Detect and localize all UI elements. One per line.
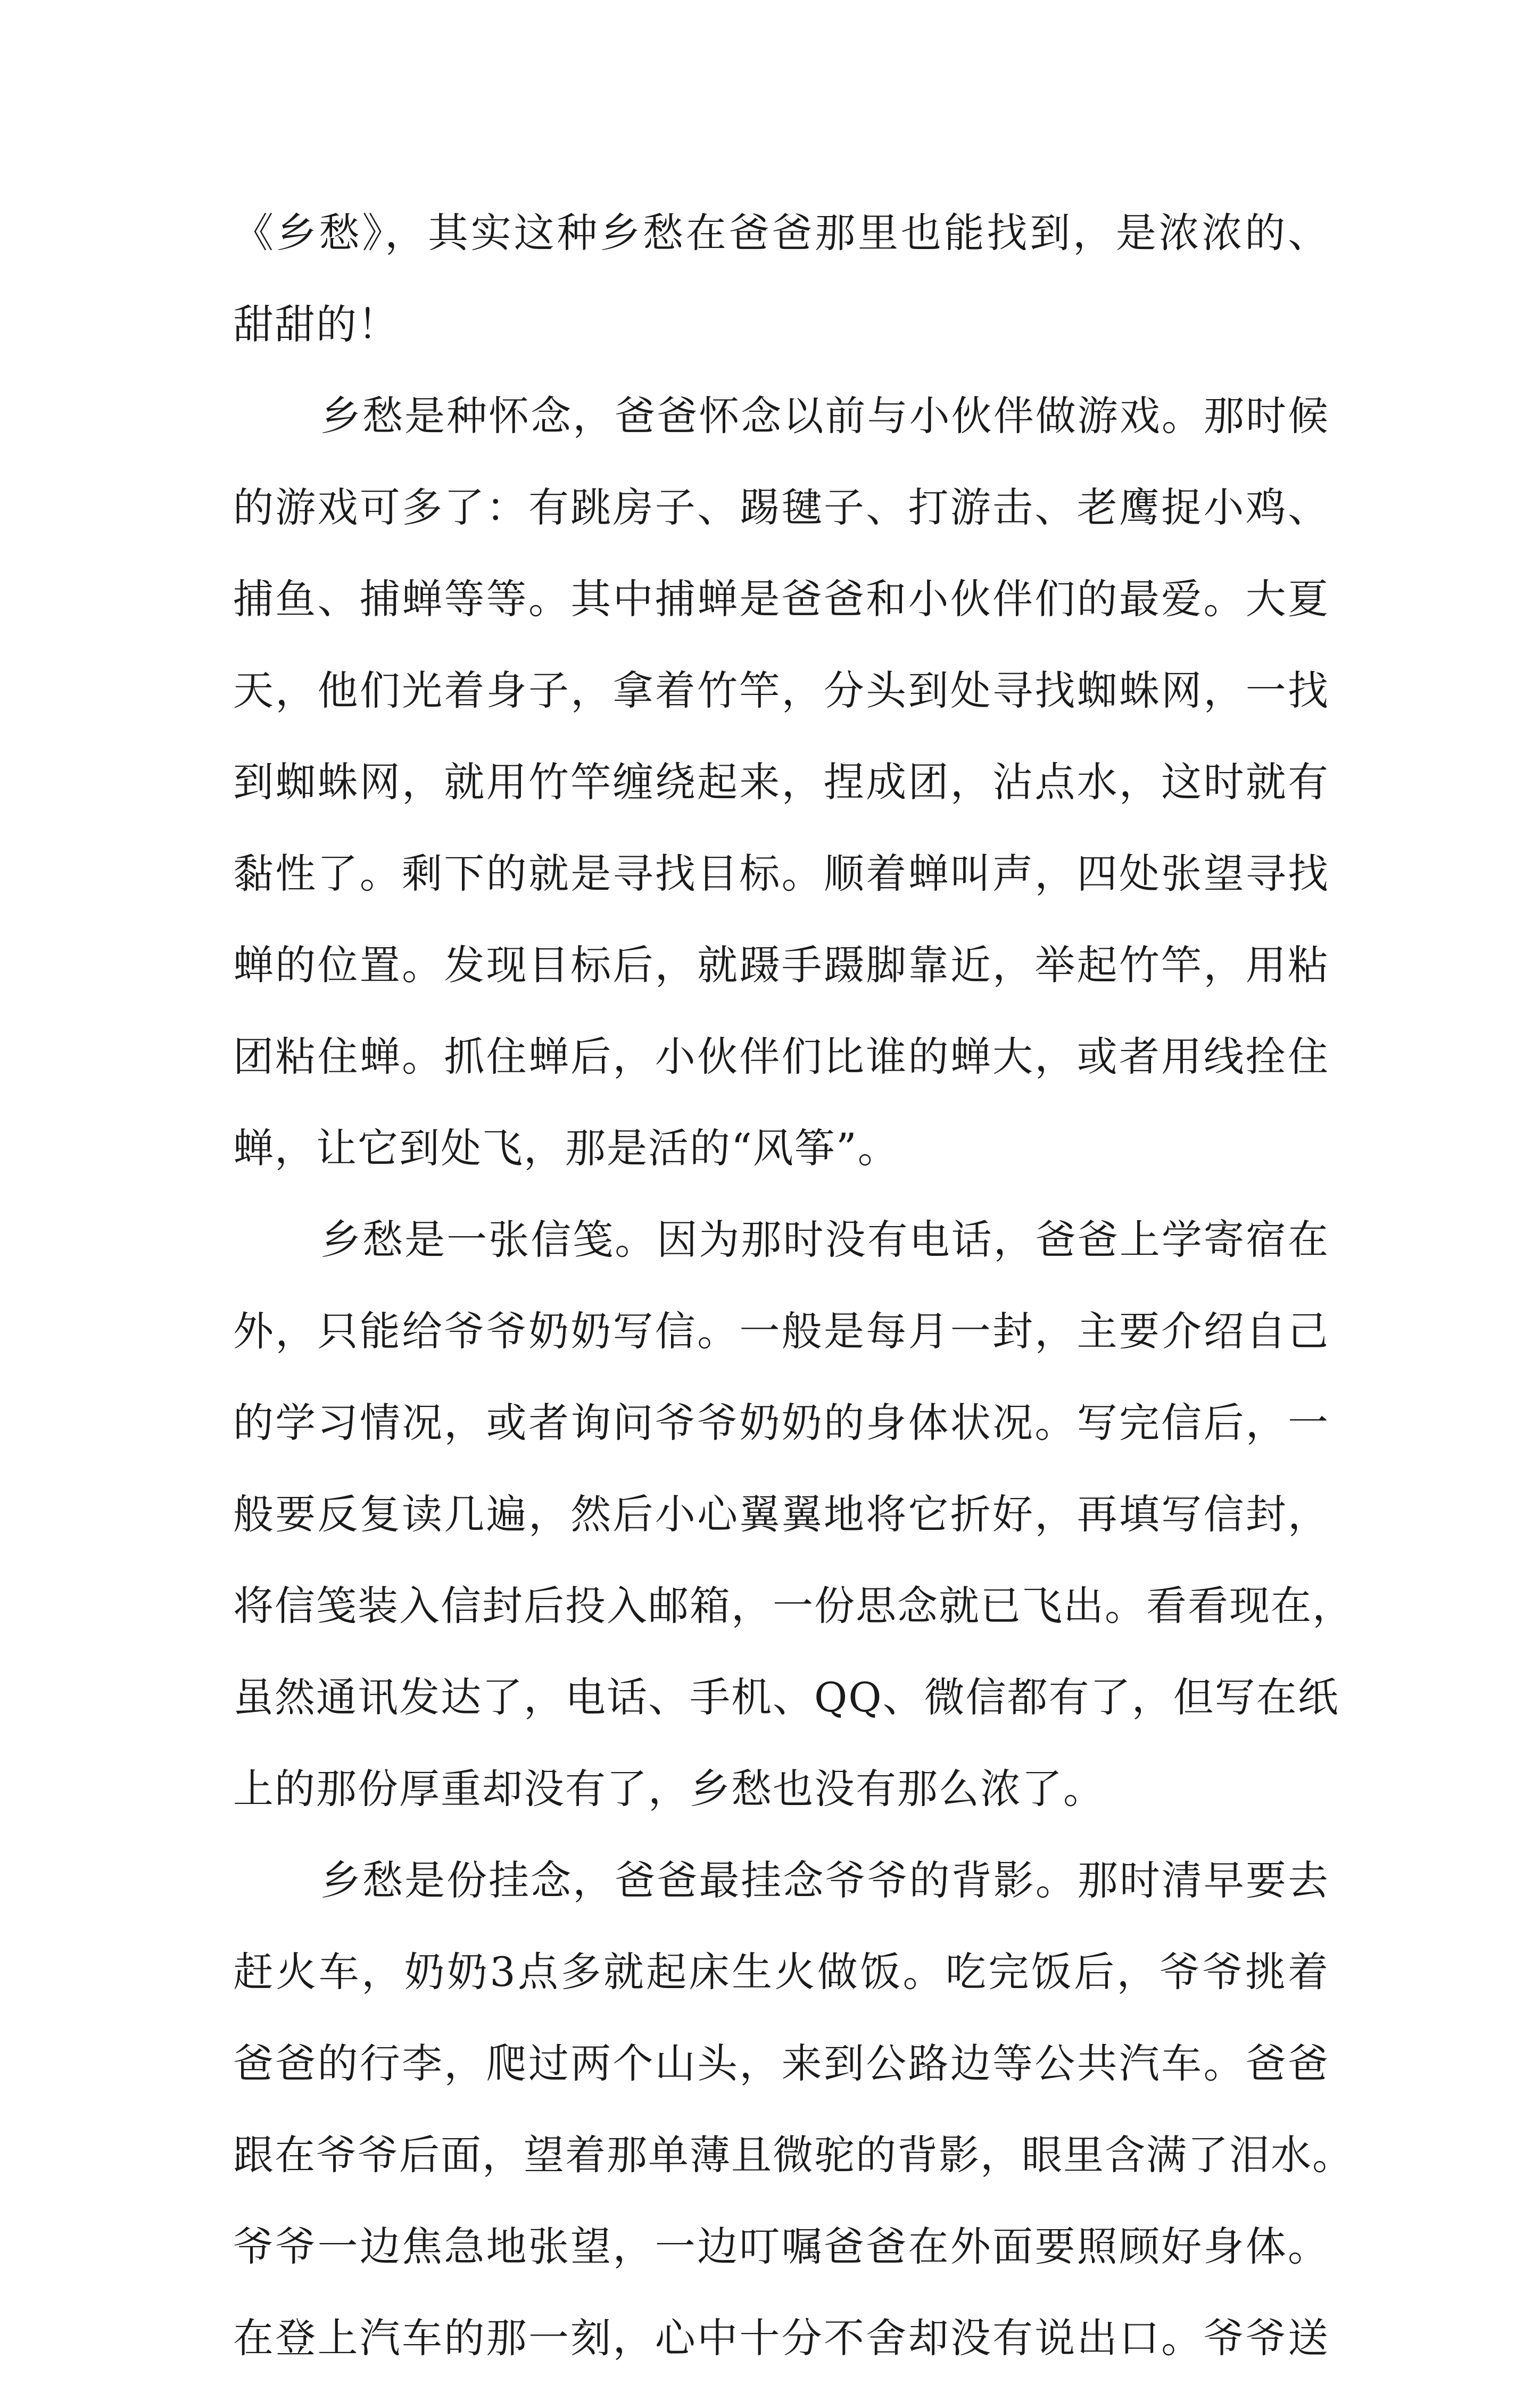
text-line: 外，只能给爷爷奶奶写信。一般是每月一封，主要介绍自己 <box>233 1307 1329 1355</box>
paragraph-4 <box>233 1835 1354 2384</box>
text-line: 的学习情况，或者询问爷爷奶奶的身体状况。写完信后，一 <box>233 1399 1329 1446</box>
text-line: 在登上汽车的那一刻，心中十分不舍却没有说出口。爷爷送 <box>233 2314 1329 2362</box>
text-line: 《乡愁》，其实这种乡愁在爸爸那里也能找到，是浓浓的、 <box>233 209 1329 256</box>
text-line: 乡愁是份挂念，爸爸最挂念爷爷的背影。那时清早要去 <box>320 1857 1329 1904</box>
text-line: 跟在爷爷后面，望着那单薄且微驼的背影，眼里含满了泪水。 <box>233 2131 1354 2179</box>
paragraph-1 <box>233 187 1329 370</box>
text-line: 到蜘蛛网，就用竹竿缠绕起来，捏成团，沾点水，这时就有 <box>233 758 1329 806</box>
text-line: 团粘住蝉。抓住蝉后，小伙伴们比谁的蝉大，或者用线拴住 <box>233 1033 1329 1080</box>
text-line: 将信笺装入信封后投入邮箱，一份思念就已飞出。看看现在， <box>233 1582 1354 1629</box>
text-line: 的游戏可多了：有跳房子、踢毽子、打游击、老鹰捉小鸡、 <box>233 484 1329 531</box>
text-line: 捕鱼、捕蝉等等。其中捕蝉是爸爸和小伙伴们的最爱。大夏 <box>233 575 1329 623</box>
text-line: 爷爷一边焦急地张望，一边叮嘱爸爸在外面要照顾好身体。 <box>233 2223 1329 2270</box>
text-line: 爸爸的行李，爬过两个山头，来到公路边等公共汽车。爸爸 <box>233 2040 1329 2087</box>
text-line: 虽然通讯发达了，电话、手机、QQ、微信都有了，但写在纸 <box>233 1674 1339 1721</box>
text-line: 黏性了。剩下的就是寻找目标。顺着蝉叫声，四处张望寻找 <box>233 850 1329 897</box>
text-line: 赶火车，奶奶3点多就起床生火做饭。吃完饭后，爷爷挑着 <box>233 1948 1329 1996</box>
body-text <box>233 187 1354 2384</box>
text-line: 蝉，让它到处飞，那是活的“风筝”。 <box>233 1124 899 1172</box>
text-line: 乡愁是种怀念，爸爸怀念以前与小伙伴做游戏。那时候 <box>320 392 1329 440</box>
text-line: 乡愁是一张信笺。因为那时没有电话，爸爸上学寄宿在 <box>320 1216 1329 1263</box>
paragraph-3 <box>233 1194 1354 1835</box>
text-line: 蝉的位置。发现目标后，就蹑手蹑脚靠近，举起竹竿，用粘 <box>233 941 1329 989</box>
text-line: 甜甜的！ <box>233 301 399 348</box>
text-line: 天，他们光着身子，拿着竹竿，分头到处寻找蜘蛛网，一找 <box>233 667 1329 714</box>
text-line: 般要反复读几遍，然后小心翼翼地将它折好，再填写信封， <box>233 1491 1329 1538</box>
text-line: 上的那份厚重却没有了，乡愁也没有那么浓了。 <box>233 1765 1105 1812</box>
paragraph-2 <box>233 370 1329 1194</box>
